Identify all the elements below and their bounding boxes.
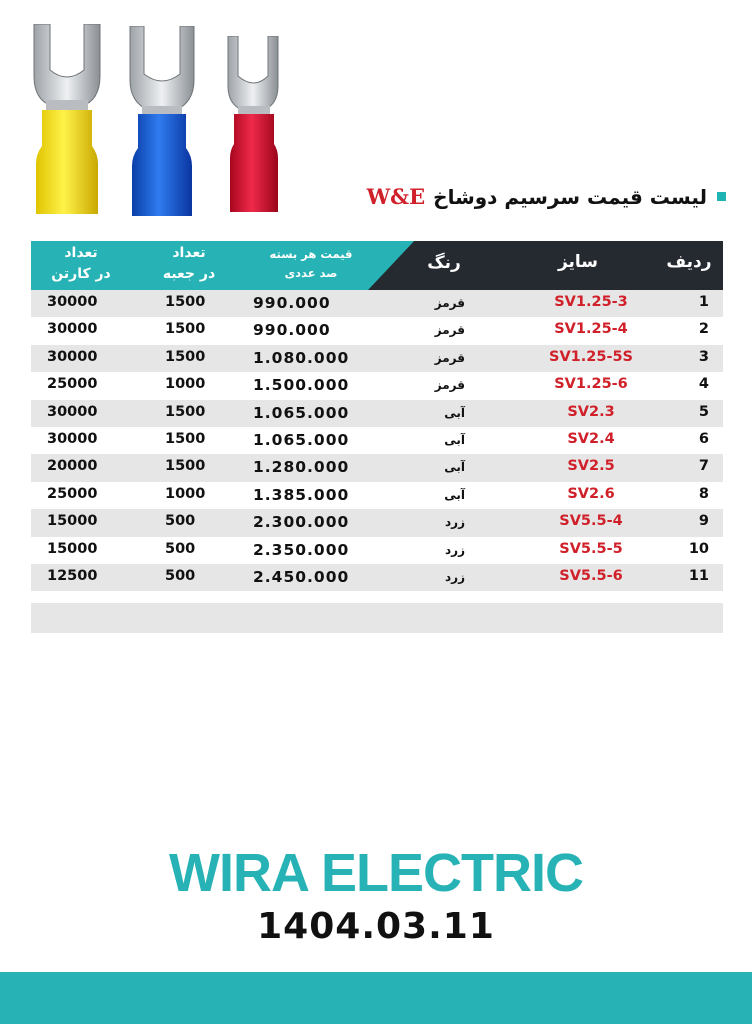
company-name: WIRA ELECTRIC	[169, 843, 583, 903]
cell-color: آبی	[444, 432, 465, 447]
cell-price: 2.450.000	[253, 567, 350, 586]
cell-price: 1.065.000	[253, 430, 350, 449]
cell-color: قرمز	[434, 323, 465, 338]
header-box-qty-line2: در جعبه	[162, 266, 216, 282]
cell-box-qty: 1500	[165, 430, 206, 447]
cell-color: زرد	[445, 515, 465, 530]
cell-carton-qty: 30000	[47, 348, 98, 365]
header-box-qty-line1: تعداد	[172, 245, 206, 261]
cell-size: SV2.4	[567, 430, 615, 447]
cell-price: 1.385.000	[253, 485, 350, 504]
price-list-title	[367, 184, 726, 209]
header-color: رنگ	[427, 253, 461, 273]
table-body	[31, 290, 723, 633]
cell-color: آبی	[444, 405, 465, 420]
header-price-line2: صد عددی	[284, 266, 338, 280]
yellow-fork-terminal-image	[28, 24, 106, 214]
cell-box-qty: 1500	[165, 348, 206, 365]
cell-row-number: 2	[698, 321, 709, 338]
table-row	[31, 509, 723, 536]
cell-box-qty: 500	[165, 513, 196, 530]
table-row	[31, 317, 723, 344]
cell-price: 990.000	[253, 321, 331, 340]
cell-price: 2.350.000	[253, 540, 350, 559]
cell-carton-qty: 30000	[47, 430, 98, 447]
cell-carton-qty: 30000	[47, 294, 98, 310]
cell-box-qty: 1500	[165, 458, 206, 475]
cell-row-number: 8	[698, 485, 709, 502]
table-row	[31, 290, 723, 317]
table-spacer	[31, 591, 723, 603]
cell-carton-qty: 30000	[47, 321, 98, 338]
cell-size: SV5.5-6	[559, 567, 623, 584]
cell-price: 2.300.000	[253, 513, 350, 532]
cell-row-number: 3	[698, 348, 709, 365]
cell-price: 1.280.000	[253, 458, 350, 477]
cell-carton-qty: 25000	[47, 485, 98, 502]
cell-price: 1.500.000	[253, 376, 350, 395]
price-table	[31, 241, 723, 633]
cell-size: SV2.6	[567, 485, 615, 502]
cell-color: آبی	[444, 487, 465, 502]
cell-carton-qty: 12500	[47, 567, 98, 584]
cell-box-qty: 500	[165, 540, 196, 557]
footer-bar	[0, 972, 752, 1024]
header-carton-qty	[37, 243, 125, 285]
cell-size: SV1.25-5S	[549, 348, 633, 365]
cell-row-number: 10	[688, 540, 709, 557]
cell-box-qty: 1500	[165, 403, 206, 420]
price-list-date: 1404.03.11	[257, 906, 495, 947]
table-row	[31, 345, 723, 372]
cell-size: SV5.5-5	[559, 540, 623, 557]
cell-size: SV2.5	[567, 458, 615, 475]
cell-row-number: 5	[698, 403, 709, 420]
cell-color: قرمز	[434, 296, 465, 310]
header-size: سایز	[557, 252, 599, 272]
cell-box-qty: 500	[165, 567, 196, 584]
title-text: لیست قیمت سرسیم دوشاخ	[433, 184, 707, 209]
table-header	[31, 241, 723, 290]
cell-carton-qty: 30000	[47, 403, 98, 420]
table-row	[31, 372, 723, 399]
cell-price: 990.000	[253, 294, 331, 312]
cell-box-qty: 1000	[165, 376, 206, 393]
cell-row-number: 6	[698, 430, 709, 447]
cell-carton-qty: 15000	[47, 540, 98, 557]
cell-carton-qty: 25000	[47, 376, 98, 393]
cell-color: زرد	[445, 569, 465, 584]
cell-size: SV2.3	[567, 403, 615, 420]
cell-size: SV1.25-4	[554, 321, 628, 338]
table-row	[31, 427, 723, 454]
cell-color: قرمز	[434, 378, 465, 393]
cell-box-qty: 1000	[165, 485, 206, 502]
cell-size: SV1.25-3	[554, 294, 628, 310]
table-row	[31, 482, 723, 509]
header-carton-qty-line2: در کارتن	[51, 266, 111, 282]
cell-size: SV5.5-4	[559, 513, 623, 530]
header-box-qty	[149, 243, 229, 285]
title-bullet-icon	[717, 192, 726, 201]
brand-name: W&E	[366, 184, 426, 209]
cell-row-number: 9	[698, 513, 709, 530]
header-price-line1: قیمت هر بسته	[269, 247, 353, 261]
cell-size: SV1.25-6	[554, 376, 628, 393]
cell-box-qty: 1500	[165, 294, 206, 310]
red-fork-terminal-image	[224, 36, 284, 216]
cell-row-number: 4	[698, 376, 709, 393]
cell-row-number: 11	[688, 567, 709, 584]
header-carton-qty-line1: تعداد	[64, 245, 98, 261]
cell-color: زرد	[445, 542, 465, 557]
cell-row-number: 7	[698, 458, 709, 475]
product-images	[28, 18, 298, 218]
cell-price: 1.080.000	[253, 348, 350, 367]
cell-color: قرمز	[434, 350, 465, 365]
header-price	[241, 245, 381, 283]
table-empty-row	[31, 603, 723, 633]
blue-fork-terminal-image	[124, 26, 200, 216]
table-row	[31, 400, 723, 427]
cell-carton-qty: 20000	[47, 458, 98, 475]
cell-color: آبی	[444, 460, 465, 475]
table-row	[31, 564, 723, 591]
cell-price: 1.065.000	[253, 403, 350, 422]
cell-carton-qty: 15000	[47, 513, 98, 530]
table-row	[31, 537, 723, 564]
header-row-number: ردیف	[666, 252, 712, 272]
cell-box-qty: 1500	[165, 321, 206, 338]
table-row	[31, 454, 723, 481]
cell-row-number: 1	[698, 294, 709, 310]
